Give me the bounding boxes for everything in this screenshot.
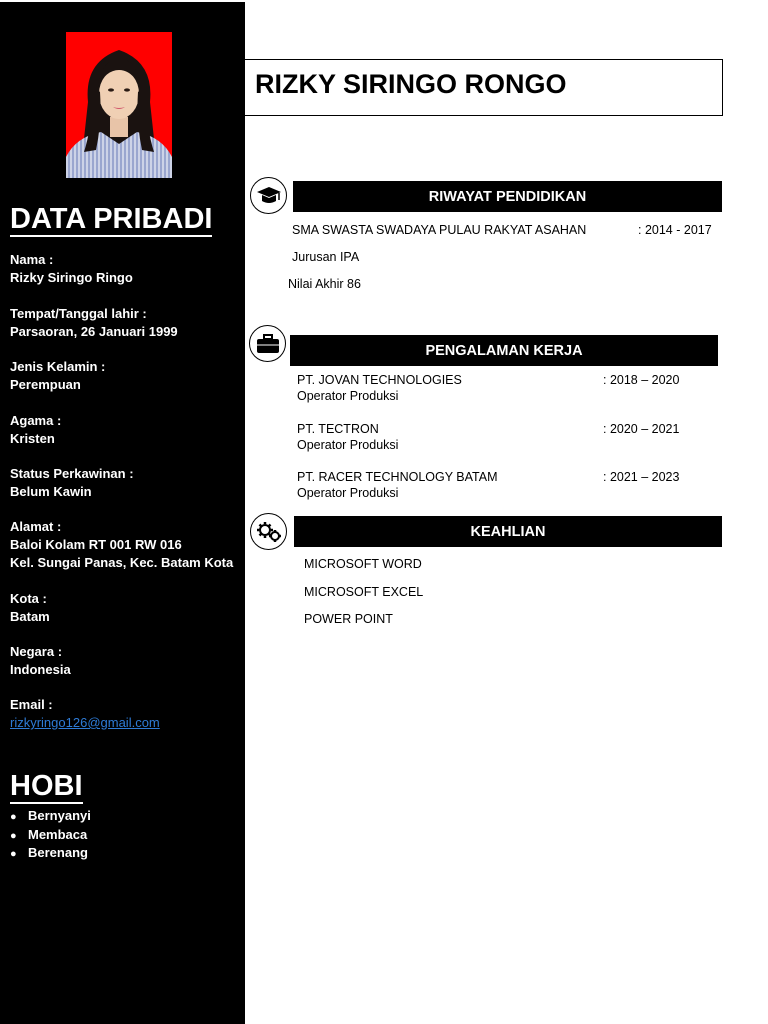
bullet-icon: ● bbox=[10, 829, 17, 842]
hobi-heading: HOBI bbox=[10, 770, 83, 802]
job-company: PT. RACER TECHNOLOGY BATAM bbox=[297, 470, 498, 484]
list-item bbox=[10, 807, 91, 826]
hobby-list bbox=[10, 807, 91, 863]
education-school: SMA SWASTA SWADAYA PULAU RAKYAT ASAHAN bbox=[292, 223, 587, 237]
skills-header: KEAHLIAN bbox=[294, 516, 722, 547]
field-value: Perempuan bbox=[10, 377, 81, 392]
field-city bbox=[10, 590, 242, 626]
job-role: Operator Produksi bbox=[297, 389, 399, 403]
skill-item: POWER POINT bbox=[304, 612, 393, 626]
field-label: Email : bbox=[10, 697, 53, 712]
field-value: Baloi Kolam RT 001 RW 016 bbox=[10, 537, 182, 552]
name-box bbox=[245, 59, 723, 116]
graduation-cap-icon bbox=[250, 177, 287, 214]
job-period: : 2020 – 2021 bbox=[603, 422, 680, 436]
field-gender bbox=[10, 358, 242, 394]
field-label: Status Perkawinan : bbox=[10, 466, 134, 481]
job-company: PT. JOVAN TECHNOLOGIES bbox=[297, 373, 462, 387]
experience-header: PENGALAMAN KERJA bbox=[290, 335, 718, 366]
education-header: RIWAYAT PENDIDIKAN bbox=[293, 181, 722, 212]
sidebar bbox=[0, 2, 245, 1024]
field-label: Jenis Kelamin : bbox=[10, 359, 106, 374]
gears-icon bbox=[250, 513, 287, 550]
field-value: Indonesia bbox=[10, 662, 71, 677]
education-major: Jurusan IPA bbox=[292, 250, 360, 264]
field-birth bbox=[10, 305, 242, 341]
briefcase-icon bbox=[249, 325, 286, 362]
bullet-icon: ● bbox=[10, 848, 17, 860]
field-label: Nama : bbox=[10, 252, 54, 267]
field-address bbox=[10, 518, 242, 572]
list-item bbox=[10, 844, 91, 863]
education-period: : 2014 - 2017 bbox=[638, 223, 712, 237]
education-score: Nilai Akhir 86 bbox=[288, 277, 361, 291]
bullet-icon: ● bbox=[10, 811, 17, 823]
field-value: Kel. Sungai Panas, Kec. Batam Kota bbox=[10, 555, 234, 570]
data-pribadi-heading: DATA PRIBADI bbox=[10, 203, 213, 235]
hobby-label: Bernyanyi bbox=[28, 808, 91, 823]
field-label: Negara : bbox=[10, 644, 63, 659]
field-nama bbox=[10, 251, 242, 287]
list-item bbox=[10, 826, 91, 845]
skill-item: MICROSOFT WORD bbox=[304, 557, 422, 571]
field-value: Batam bbox=[10, 609, 50, 624]
page-title: RIZKY SIRINGO RONGO bbox=[255, 69, 567, 99]
job-role: Operator Produksi bbox=[297, 438, 399, 452]
field-value: Parsaoran, 26 Januari 1999 bbox=[10, 324, 178, 339]
skill-item: MICROSOFT EXCEL bbox=[304, 585, 424, 599]
profile-photo-image bbox=[66, 32, 172, 178]
field-email bbox=[10, 696, 242, 732]
email-link[interactable]: rizkyringo126@gmail.com bbox=[10, 715, 160, 730]
field-label: Kota : bbox=[10, 591, 47, 606]
field-value: Belum Kawin bbox=[10, 484, 92, 499]
field-value: Rizky Siringo Ringo bbox=[10, 270, 133, 285]
profile-photo bbox=[66, 32, 172, 178]
field-label: Agama : bbox=[10, 413, 62, 428]
hobby-label: Membaca bbox=[28, 826, 88, 842]
field-religion bbox=[10, 412, 242, 448]
field-label: Tempat/Tanggal lahir : bbox=[10, 306, 147, 321]
job-period: : 2021 – 2023 bbox=[603, 470, 680, 484]
job-period: : 2018 – 2020 bbox=[603, 373, 680, 387]
field-value: Kristen bbox=[10, 431, 55, 446]
field-label: Alamat : bbox=[10, 519, 62, 534]
job-role: Operator Produksi bbox=[297, 486, 399, 500]
hobby-label: Berenang bbox=[28, 845, 88, 860]
field-country bbox=[10, 643, 242, 679]
job-company: PT. TECTRON bbox=[297, 422, 379, 436]
field-marital bbox=[10, 465, 242, 501]
